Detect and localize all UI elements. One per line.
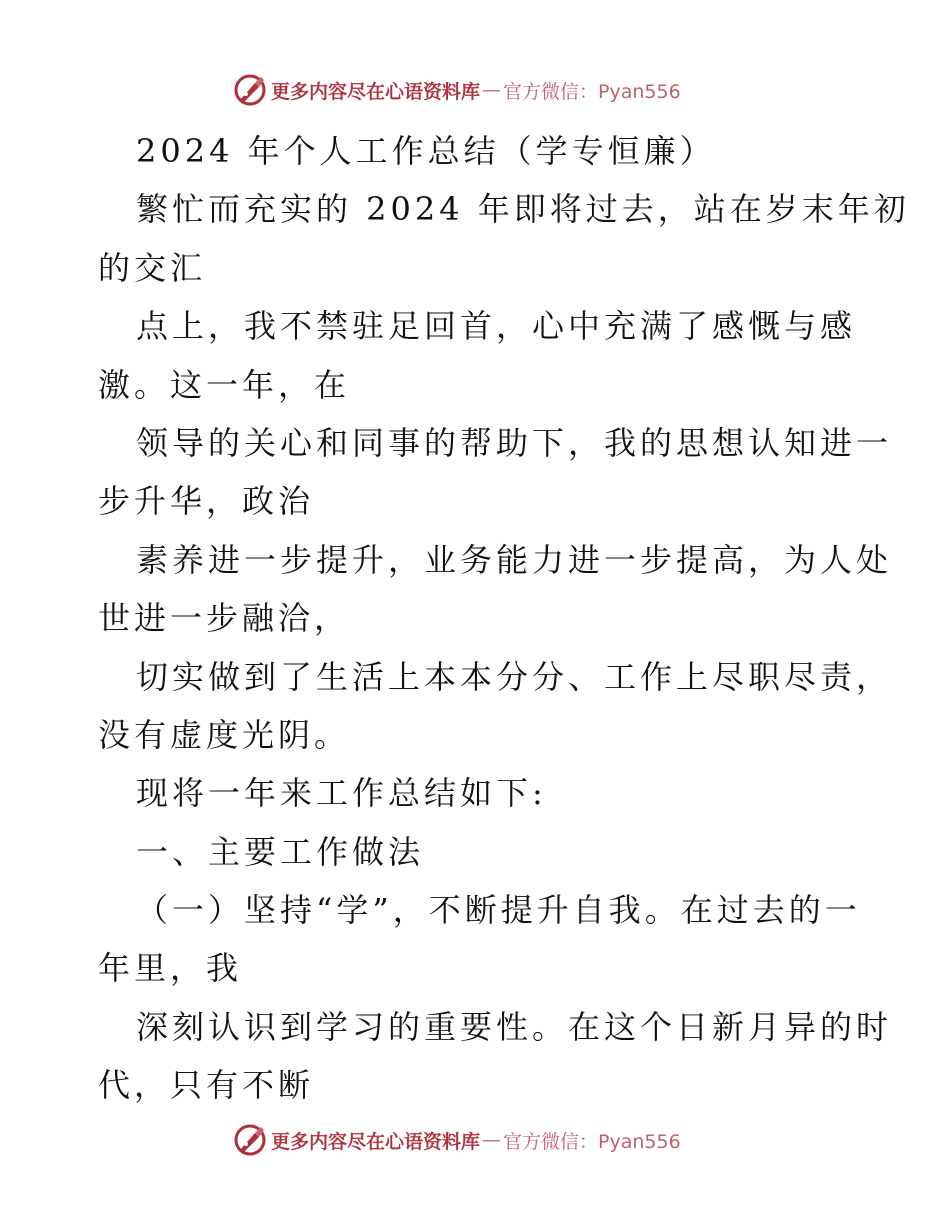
text-line: 步升华，政治: [98, 482, 315, 521]
text-line: 繁忙而充实的 2024 年即将过去，站在岁末年初: [136, 190, 910, 229]
text-line: 代，只有不断: [98, 1066, 315, 1105]
banner-separator: —: [482, 79, 502, 101]
document-body: [98, 122, 910, 1115]
text-line: 点上，我不禁驻足回首，心中充满了感慨与感: [136, 307, 857, 346]
banner-separator: —: [482, 1129, 502, 1151]
pen-logo-icon: [233, 1123, 267, 1157]
banner-text: 更多内容尽在心语资料库: [271, 1130, 481, 1153]
banner-contact: 官方微信：Pyan556: [503, 80, 681, 103]
text-line: 切实做到了生活上本本分分、工作上尽职尽责，: [136, 657, 893, 696]
text-line: 深刻认识到学习的重要性。在这个日新月异的时: [136, 1007, 893, 1046]
text-line: 素养进一步提升，业务能力进一步提高，为人处: [136, 540, 893, 579]
text-line: 没有虚度光阴。: [98, 715, 351, 754]
banner-contact: 官方微信：Pyan556: [503, 1130, 681, 1153]
text-line: 激。这一年，在: [98, 365, 351, 404]
banner-text: 更多内容尽在心语资料库: [271, 80, 481, 103]
header-banner: [233, 70, 753, 110]
text-line: 年里，我: [98, 949, 243, 988]
document-title: 2024 年个人工作总结（学专恒廉）: [136, 132, 716, 170]
text-line: 世进一步融洽，: [98, 599, 351, 638]
text-line: 领导的关心和同事的帮助下，我的思想认知进一: [136, 423, 893, 462]
section-heading: 一、主要工作做法: [136, 832, 425, 871]
text-line: 的交汇: [98, 248, 207, 287]
footer-banner: [233, 1120, 753, 1160]
text-line: 现将一年来工作总结如下:: [136, 774, 547, 813]
text-line: （一）坚持“学”，不断提升自我。在过去的一: [136, 891, 861, 930]
pen-logo-icon: [233, 73, 267, 107]
